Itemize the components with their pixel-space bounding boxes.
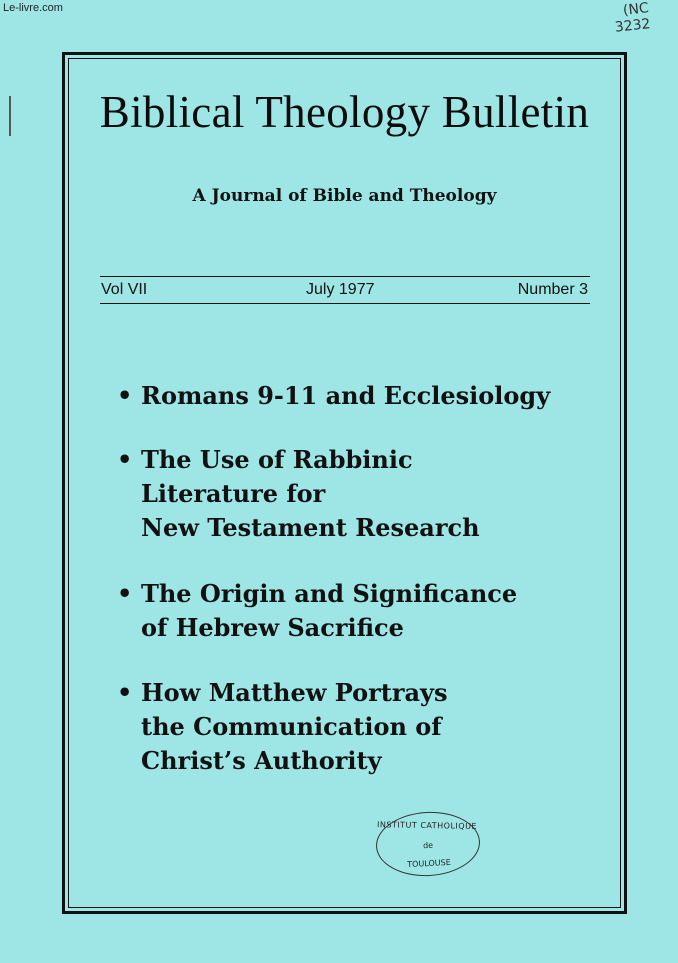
journal-title: Biblical Theology Bulletin <box>99 87 590 137</box>
bullet-icon: • <box>117 678 133 707</box>
issue-volume: Vol VII <box>101 281 148 298</box>
article-line: • Romans 9-11 and Ecclesiology <box>117 379 550 413</box>
bullet-icon: • <box>117 579 133 608</box>
article-line: • How Matthew Portrays <box>117 676 448 710</box>
catalog-number-text: (NC 3232 <box>614 0 652 36</box>
article-line: Christ’s Authority <box>141 746 382 775</box>
issue-date: July 1977 <box>306 281 375 298</box>
watermark-text: Le-livre.com <box>3 2 63 14</box>
article-line: New Testament Research <box>141 513 480 542</box>
article-item <box>117 577 517 645</box>
stamp-top-text: INSTITUT CATHOLIQUE <box>376 820 478 831</box>
bullet-icon: • <box>117 445 133 474</box>
issue-number: Number 3 <box>517 281 588 298</box>
article-line: Literature for <box>141 479 326 508</box>
article-line: the Communication of <box>141 712 442 741</box>
stamp-middle-text: de <box>422 840 434 851</box>
handwritten-catalog-number <box>612 0 651 36</box>
article-line: • The Origin and Significance <box>117 577 517 611</box>
stamp-bottom-text: TOULOUSE <box>407 857 451 870</box>
article-item <box>117 379 550 413</box>
article-item <box>117 443 480 545</box>
issue-rule-bottom <box>100 303 590 304</box>
article-item <box>117 676 448 778</box>
journal-subtitle: A Journal of Bible and Theology <box>192 186 497 206</box>
bullet-icon: • <box>117 381 133 410</box>
issue-rule-top <box>100 276 590 277</box>
binding-mark <box>9 96 11 136</box>
article-line: of Hebrew Sacrifice <box>141 613 404 642</box>
article-line: • The Use of Rabbinic <box>117 443 480 477</box>
